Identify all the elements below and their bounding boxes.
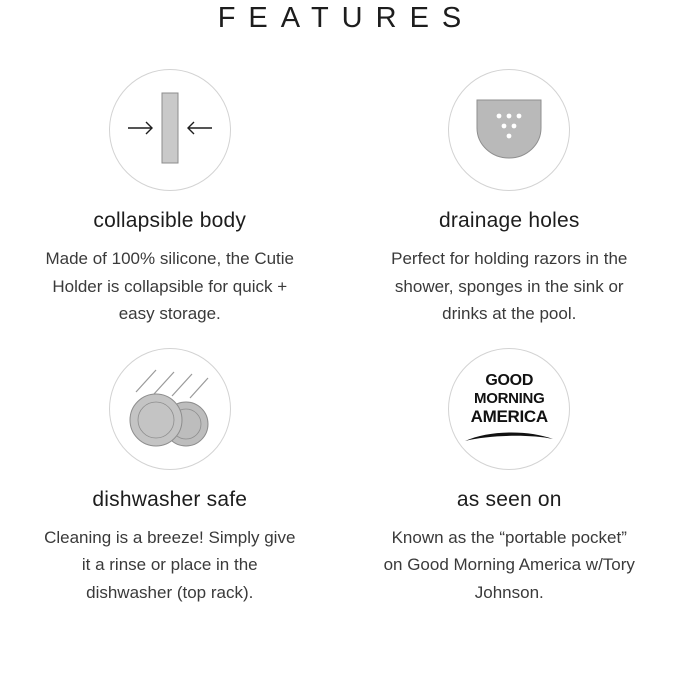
feature-icon-circle: [109, 69, 231, 191]
feature-drainage-holes: [340, 69, 679, 328]
feature-title: collapsible body: [93, 209, 247, 232]
feature-description: Perfect for holding razors in the shower, sponges in the sink or drinks at the pool.: [391, 249, 628, 324]
badge-line-3: AMERICA: [470, 407, 548, 427]
dishwasher-plates-icon: [120, 358, 220, 459]
swoosh-icon: [463, 428, 555, 444]
feature-icon-circle: [448, 348, 570, 470]
features-grid: [0, 69, 679, 606]
feature-as-seen-on: [340, 348, 679, 607]
feature-title: dishwasher safe: [92, 487, 248, 511]
page-title: FEATURES: [217, 2, 475, 34]
feature-description: Made of 100% silicone, the Cutie Holder is collapsible for quick + easy storage.: [45, 249, 295, 324]
collapse-arrows-icon: [122, 85, 218, 176]
badge-line-2: MORNING: [474, 390, 545, 408]
feature-icon-circle: [448, 69, 570, 191]
feature-description: Known as the “portable pocket” on Good Morning America w/Tory Johnson.: [383, 527, 635, 602]
feature-icon-circle: [109, 348, 231, 470]
feature-title: as seen on: [456, 487, 562, 511]
badge-line-1: GOOD: [485, 372, 534, 390]
feature-title: drainage holes: [438, 209, 580, 232]
feature-description: Cleaning is a breeze! Simply give it a rinse or place in the dishwasher (top rack).: [44, 527, 296, 602]
feature-collapsible-body: [0, 69, 340, 328]
feature-dishwasher-safe: [0, 348, 340, 607]
good-morning-america-logo-icon: [454, 354, 564, 464]
drainage-holes-icon: [469, 92, 549, 169]
